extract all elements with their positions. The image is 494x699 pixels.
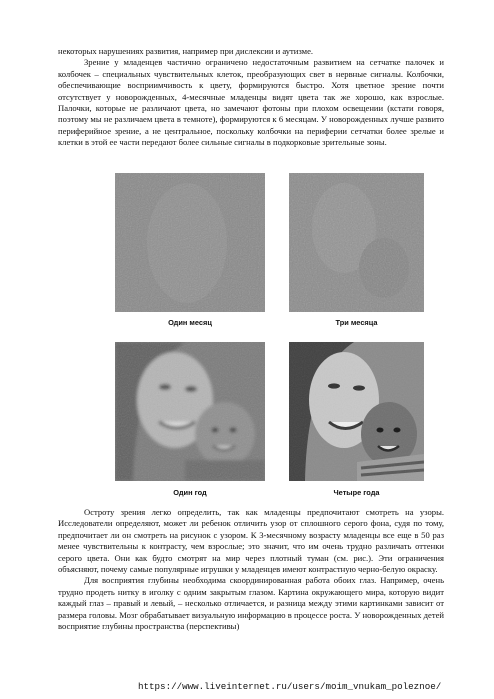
footer-source-url: https://www.liveinternet.ru/users/moim_vnukam_poleznoe/ bbox=[138, 681, 442, 692]
caption-four-years: Четыре года bbox=[333, 488, 380, 497]
paragraph-vision-development: Зрение у младенцев частично ограничено недостаточным развитием на сетчатке палочек и колбочек – специальных чувствительных клеток, преобразующих свет в нервные сигналы. Колбочки, обеспечивающие восприимчивость к цвету, формируются быстро. Хотя цветное зрение почти отсутствует у новорожденных, 4-месячные младенцы видят цвета так же хорошо, как взрослые. Палочки, которые не различают цвета, но замечают фотоны при плохом освещении (кстати говоря, поэтому мы не различаем цвета в темноте), формируются к 6 месяцам. У новорожденных лучше развито периферийное зрение, а не центральное, поскольку колбочки на периферии сетчатки более зрелые и клетки в этой ее части передают более сильные сигналы в подкорковые зрительные зоны. bbox=[58, 57, 444, 148]
intro-text bbox=[58, 46, 444, 149]
photo-four-years bbox=[289, 342, 424, 481]
intro-line: некоторых нарушениях развития, например при дислексии и аутизме. bbox=[58, 46, 314, 56]
photo-three-months bbox=[289, 173, 424, 312]
photo-one-year bbox=[115, 342, 265, 481]
paragraph-depth-perception: Для восприятия глубины необходима скоординированная работа обоих глаз. Например, очень трудно продеть нитку в иголку с одним закрытым глазом. Картина окружающего мира, которую видит каждый глаз – правый и левый, – несколько отличается, и разница между этими картинками зависит от размера головы. Мозг обрабатывает визуальную информацию в процессе роста. У новорожденных детей восприятие глубины пространства (перспективы) bbox=[58, 575, 444, 632]
caption-one-year: Один год bbox=[173, 488, 207, 497]
caption-three-months: Три месяца bbox=[335, 318, 378, 327]
caption-one-month: Один месяц bbox=[168, 318, 212, 327]
paragraph-visual-acuity: Остроту зрения легко определить, так как младенцы предпочитают смотреть на узоры. Исследователи определяют, может ли ребенок отличить узор от сплошного серого фона, судя по тому, предпочитает ли он смотреть на рисунок с узором. К 3-месячному возрасту младенцы все еще в 50 раз менее чувствительны к контрасту, чем взрослые; это значит, что им очень трудно различать оттенки серого цвета. Они как будто смотрят на мир через плотный туман (см. рис.). Эти ограничения объясняют, почему самые популярные игрушки у младенцев имеют контрастную черно-белую окраску. bbox=[58, 507, 444, 575]
body-text bbox=[58, 507, 444, 632]
photo-one-month bbox=[115, 173, 265, 312]
